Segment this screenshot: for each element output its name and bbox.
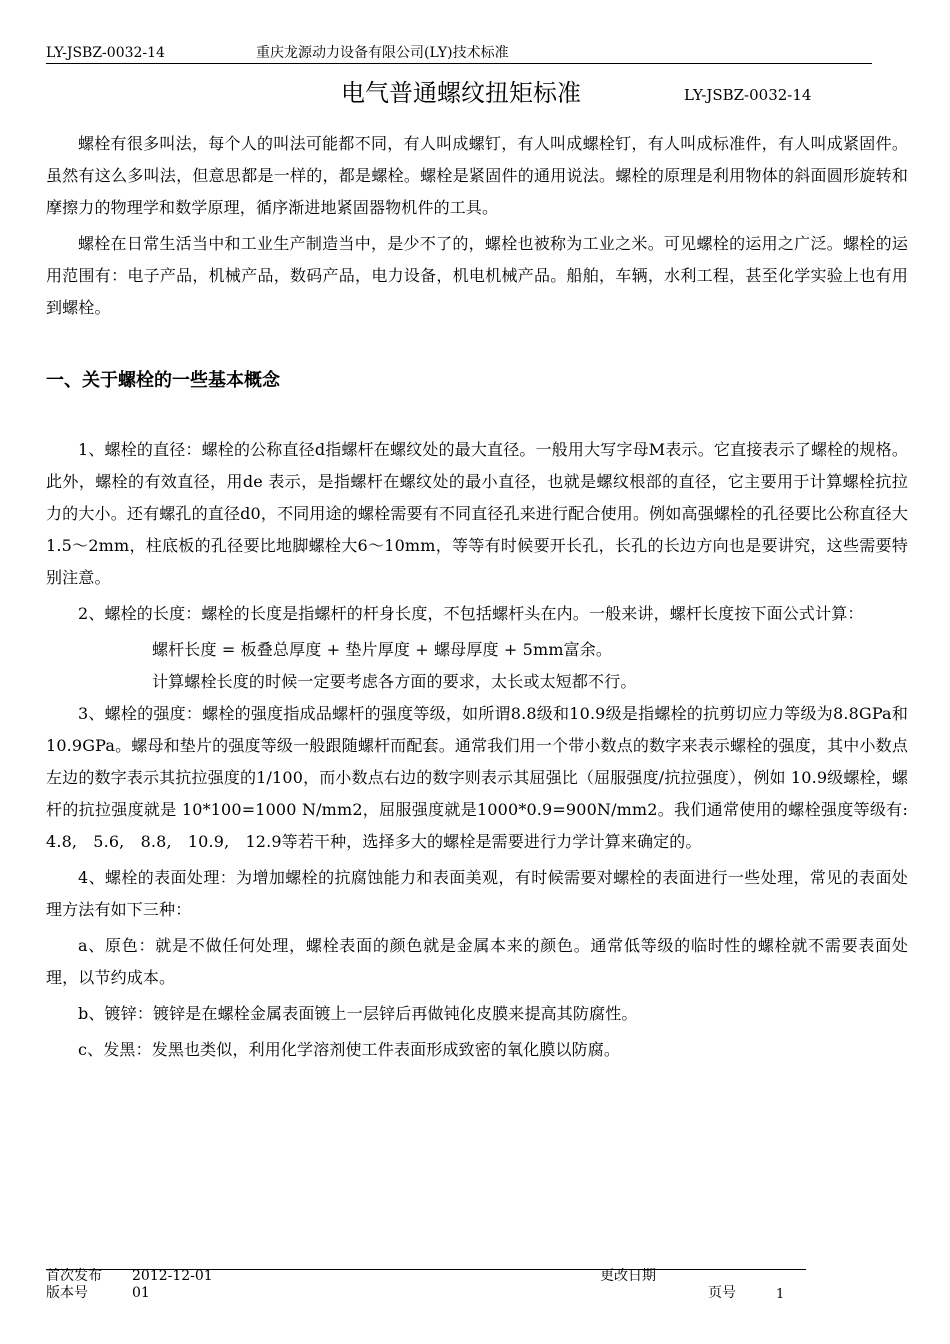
paragraph-treatment-blackened: c、发黑：发黑也类似，利用化学溶剂使工件表面形成致密的氧化膜以防腐。	[78, 1040, 621, 1059]
paragraph-bolt-length: 2、螺栓的长度：螺栓的长度是指螺杆的杆身长度，不包括螺杆头在内。一般来讲，螺杆长度按下面公式计算：	[78, 604, 864, 623]
document-footer	[46, 1264, 846, 1304]
bolt-length-note: 计算螺栓长度的时候一定要考虑各方面的要求，太长或太短都不行。	[152, 672, 637, 691]
document-title: 电气普通螺纹扭矩标准	[341, 79, 581, 107]
footer-first-issue-date: 2012-12-01	[132, 1268, 213, 1284]
footer-version-label: 版本号	[46, 1285, 88, 1301]
footer-first-issue-label: 首次发布	[46, 1268, 102, 1284]
bolt-length-formula: 螺杆长度 = 板叠总厚度 + 垫片厚度 + 螺母厚度 + 5mm富余。	[152, 640, 613, 659]
paragraph-treatment-galvanized: b、镀锌：镀锌是在螺栓金属表面镀上一层锌后再做钝化皮膜来提高其防腐性。	[78, 1004, 638, 1023]
section-heading-basic-concepts: 一、关于螺栓的一些基本概念	[46, 370, 280, 391]
footer-page-number: 1	[776, 1287, 785, 1302]
document-header	[46, 44, 872, 64]
document-body	[46, 128, 908, 1066]
paragraph-treatment-plain: a、原色：就是不做任何处理，螺栓表面的颜色就是金属本来的颜色。通常低等级的临时性的螺栓就不需要表面处理，以节约成本。	[46, 936, 908, 987]
title-row	[0, 76, 950, 112]
header-doc-code: LY-JSBZ-0032-14	[46, 45, 165, 61]
header-company-name: 重庆龙源动力设备有限公司(LY)技术标准	[256, 45, 509, 61]
paragraph-surface-treatment: 4、螺栓的表面处理：为增加螺栓的抗腐蚀能力和表面美观，有时候需要对螺栓的表面进行一些处理，常见的表面处理方法有如下三种：	[46, 868, 908, 919]
paragraph-intro-2: 螺栓在日常生活当中和工业生产制造当中，是少不了的，螺栓也被称为工业之米。可见螺栓的运用之广泛。螺栓的运用范围有：电子产品，机械产品，数码产品，电力设备，机电机械产品。船舶，车辆，水利工程，甚至化学实验上也有用到螺栓。	[46, 234, 908, 317]
paragraph-intro-1: 螺栓有很多叫法，每个人的叫法可能都不同，有人叫成螺钉，有人叫成螺栓钉，有人叫成标准件，有人叫成紧固件。虽然有这么多叫法，但意思都是一样的，都是螺栓。螺栓是紧固件的通用说法。螺栓的原理是利用物体的斜面圆形旋转和摩擦力的物理学和数学原理，循序渐进地紧固器物机件的工具。	[46, 134, 908, 217]
paragraph-bolt-diameter: 1、螺栓的直径：螺栓的公称直径d指螺杆在螺纹处的最大直径。一般用大写字母M表示。它直接表示了螺栓的规格。此外，螺栓的有效直径，用de 表示，是指螺杆在螺纹处的最小直径，也就是螺纹根部的直径，它主要用于计算螺栓抗拉力的大小。还有螺孔的直径d0，不同用途的螺栓需要有不同直径孔来进行配合使用。例如高强螺栓的孔径要比公称直径大1.5～2mm，柱底板的孔径要比地脚螺栓大6～10mm，等等有时候要开长孔，长孔的长边方向也是要讲究，这些需要特别注意。	[46, 440, 908, 587]
document-title-code: LY-JSBZ-0032-14	[684, 86, 812, 104]
footer-revision-date-label: 更改日期	[600, 1268, 656, 1284]
footer-version-value: 01	[132, 1285, 150, 1301]
paragraph-bolt-strength: 3、螺栓的强度：螺栓的强度指成品螺杆的强度等级，如所谓8.8级和10.9级是指螺栓的抗剪切应力等级为8.8GPa和10.9GPa。螺母和垫片的强度等级一般跟随螺杆而配套。通常我们用一个带小数点的数字来表示螺栓的强度，其中小数点左边的数字表示其抗拉强度的1/100，而小数点右边的数字则表示其屈强比（屈服强度/抗拉强度），例如 10.9级螺栓，螺杆的抗拉强度就是 10*100=1000 N/mm2，屈服强度就是1000*0.9=900N/mm2。我们通常使用的螺栓强度等级有: 4.8, 5.6, 8.8, 10.9, 12.9等若干种，选择多大的螺栓是需要进行力学计算来确定的。	[46, 704, 908, 851]
footer-page-label: 页号	[708, 1285, 736, 1301]
